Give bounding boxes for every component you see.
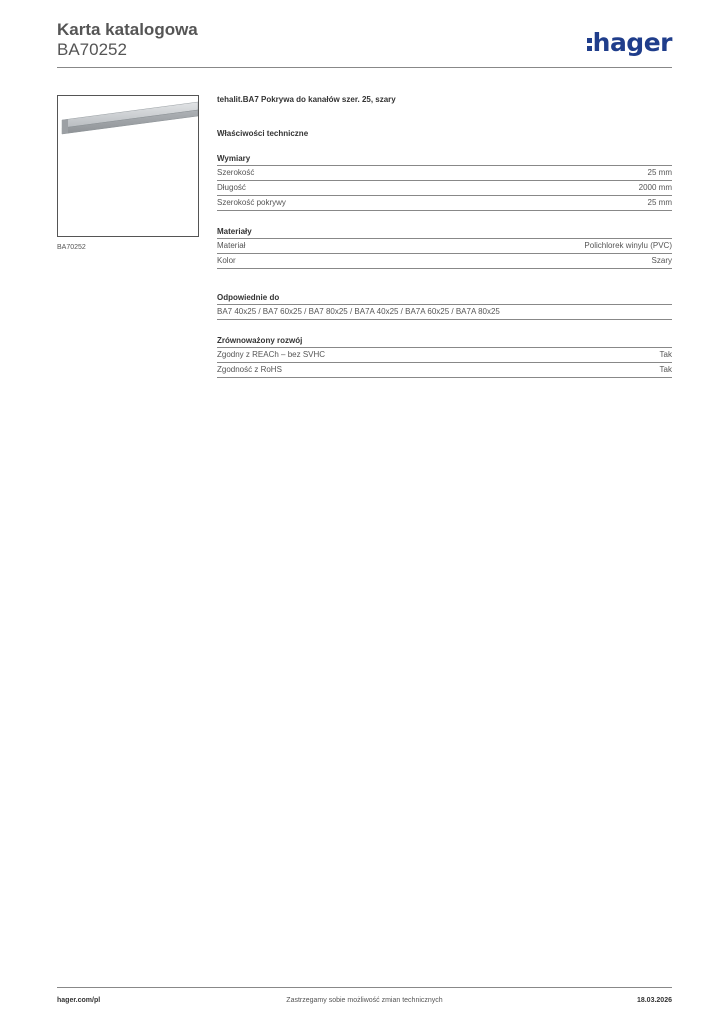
section-suitable-for	[217, 293, 672, 320]
product-code: BA70252	[57, 40, 127, 59]
footer-url[interactable]: hager.com/pl	[57, 997, 101, 1004]
document-footer	[57, 987, 672, 1004]
footer-note: Zastrzegamy sobie możliwość zmian technicznych	[286, 997, 443, 1004]
product-image	[57, 95, 199, 237]
footer-date: 18.03.2026	[636, 997, 672, 1004]
technical-properties-heading: Właściwości techniczne	[217, 129, 309, 138]
row-value: 25 mm	[647, 168, 672, 177]
row-label: BA7 40x25 / BA7 60x25 / BA7 80x25 / BA7A 40x25 / BA7A 60x25 / BA7A 80x25	[217, 307, 500, 316]
image-caption: BA70252	[57, 244, 86, 251]
table-row	[217, 363, 672, 378]
table-row	[217, 348, 672, 363]
document-header	[57, 20, 198, 60]
row-label: Zgodny z REACh – bez SVHC	[217, 350, 326, 359]
row-label: Szerokość	[217, 168, 255, 177]
section-title: Materiały	[217, 227, 672, 239]
logo-text: hager	[592, 28, 672, 57]
table-row	[217, 166, 672, 181]
section-materials	[217, 227, 672, 269]
table-row	[217, 196, 672, 211]
product-title: tehalit.BA7 Pokrywa do kanałów szer. 25, szary	[217, 95, 396, 104]
row-label: Kolor	[217, 256, 236, 265]
row-label: Szerokość pokrywy	[217, 198, 286, 207]
row-value: 25 mm	[647, 198, 672, 207]
product-details	[217, 95, 672, 394]
row-value: 2000 mm	[638, 183, 672, 192]
section-title: Wymiary	[217, 154, 672, 166]
row-label: Materiał	[217, 241, 246, 250]
row-value: Szary	[651, 256, 672, 265]
hager-logo	[587, 28, 672, 57]
hager-dots-icon	[587, 34, 592, 52]
section-title: Zrównoważony rozwój	[217, 336, 672, 348]
section-title: Odpowiednie do	[217, 293, 672, 305]
section-sustainability	[217, 336, 672, 378]
row-label: Długość	[217, 183, 246, 192]
header-divider	[57, 67, 672, 68]
section-dimensions	[217, 154, 672, 211]
row-value: Polichlorek winylu (PVC)	[584, 241, 672, 250]
row-label: Zgodność z RoHS	[217, 365, 282, 374]
table-row	[217, 305, 672, 320]
table-row	[217, 254, 672, 269]
table-row	[217, 239, 672, 254]
cover-profile-icon	[58, 96, 199, 237]
table-row	[217, 181, 672, 196]
page-title: Karta katalogowa	[57, 20, 198, 39]
row-value: Tak	[659, 350, 672, 359]
row-value: Tak	[659, 365, 672, 374]
